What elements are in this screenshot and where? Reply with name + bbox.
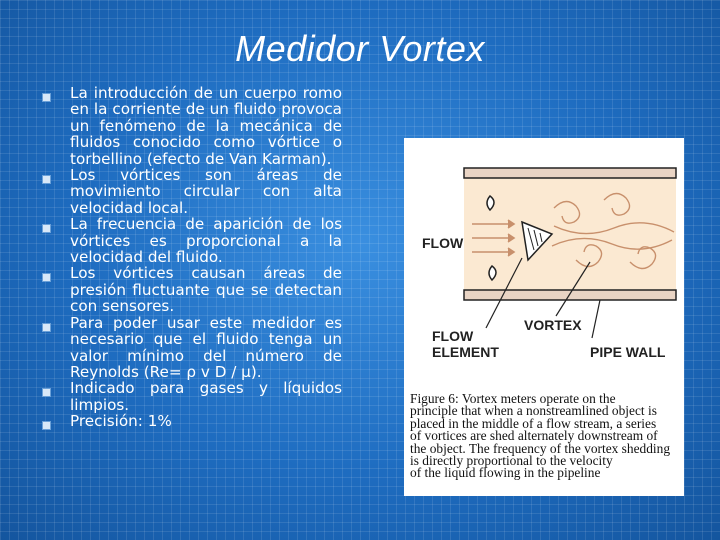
bullet-item	[40, 167, 342, 216]
square-bullet-icon	[42, 273, 51, 282]
square-bullet-icon	[42, 175, 51, 184]
caption-line: placed in the middle of a flow stream, a series	[410, 415, 657, 431]
pipe-wall-top	[464, 168, 676, 178]
square-bullet-icon	[42, 421, 51, 430]
bullet-text: La introducción de un cuerpo romo en la corriente de un fluido provoca un fenómeno de la mecánica de fluidos conocido como vórtice o torbellino (efecto de Van Karman).	[70, 84, 342, 168]
bullet-item	[40, 413, 342, 429]
bullet-item	[40, 315, 342, 381]
square-bullet-icon	[42, 224, 51, 233]
bullet-text: Para poder usar este medidor es necesario que el fluido tenga un valor mínimo del número de Reynolds (Re= ρ v D / μ).	[70, 313, 342, 381]
bullet-item	[40, 265, 342, 314]
vortex-meter-figure	[404, 138, 684, 496]
square-bullet-icon	[42, 388, 51, 397]
bullet-text: La frecuencia de aparición de los vórtices es proporcional a la velocidad del fluido.	[70, 215, 342, 267]
bullet-text: Precisión: 1%	[70, 412, 172, 431]
figure-caption	[410, 393, 680, 480]
caption-line: of vortices are shed alternately downstream of	[410, 428, 658, 444]
caption-line: Figure 6: Vortex meters operate on the	[410, 391, 616, 406]
label-pipe-wall: PIPE WALL	[590, 344, 666, 360]
caption-line: is directly proportional to the velocity	[410, 453, 613, 469]
bullet-text: Indicado para gases y líquidos limpios.	[70, 379, 342, 414]
label-flow-element-line1: FLOW	[432, 328, 474, 344]
pipe-wall-bottom	[464, 290, 676, 300]
bullet-item	[40, 380, 342, 413]
bullet-item	[40, 85, 342, 167]
bullet-text: Los vórtices causan áreas de presión fluctuante que se detectan con sensores.	[70, 264, 342, 316]
label-vortex: VORTEX	[524, 317, 582, 333]
square-bullet-icon	[42, 93, 51, 102]
bullet-text: Los vórtices son áreas de movimiento circular con alta velocidad local.	[70, 166, 342, 217]
bullet-list	[40, 85, 342, 430]
vortex-meter-diagram	[404, 138, 684, 393]
caption-line: the object. The frequency of the vortex shedding	[410, 440, 671, 456]
slide-title: Medidor Vortex	[235, 28, 485, 69]
label-flow-element-line2: ELEMENT	[432, 344, 499, 360]
square-bullet-icon	[42, 323, 51, 332]
bullet-item	[40, 216, 342, 265]
label-flow: FLOW	[422, 235, 464, 251]
caption-line: of the liquid flowing in the pipeline	[410, 465, 601, 481]
caption-line: principle that when a nonstreamlined object is	[410, 403, 657, 419]
